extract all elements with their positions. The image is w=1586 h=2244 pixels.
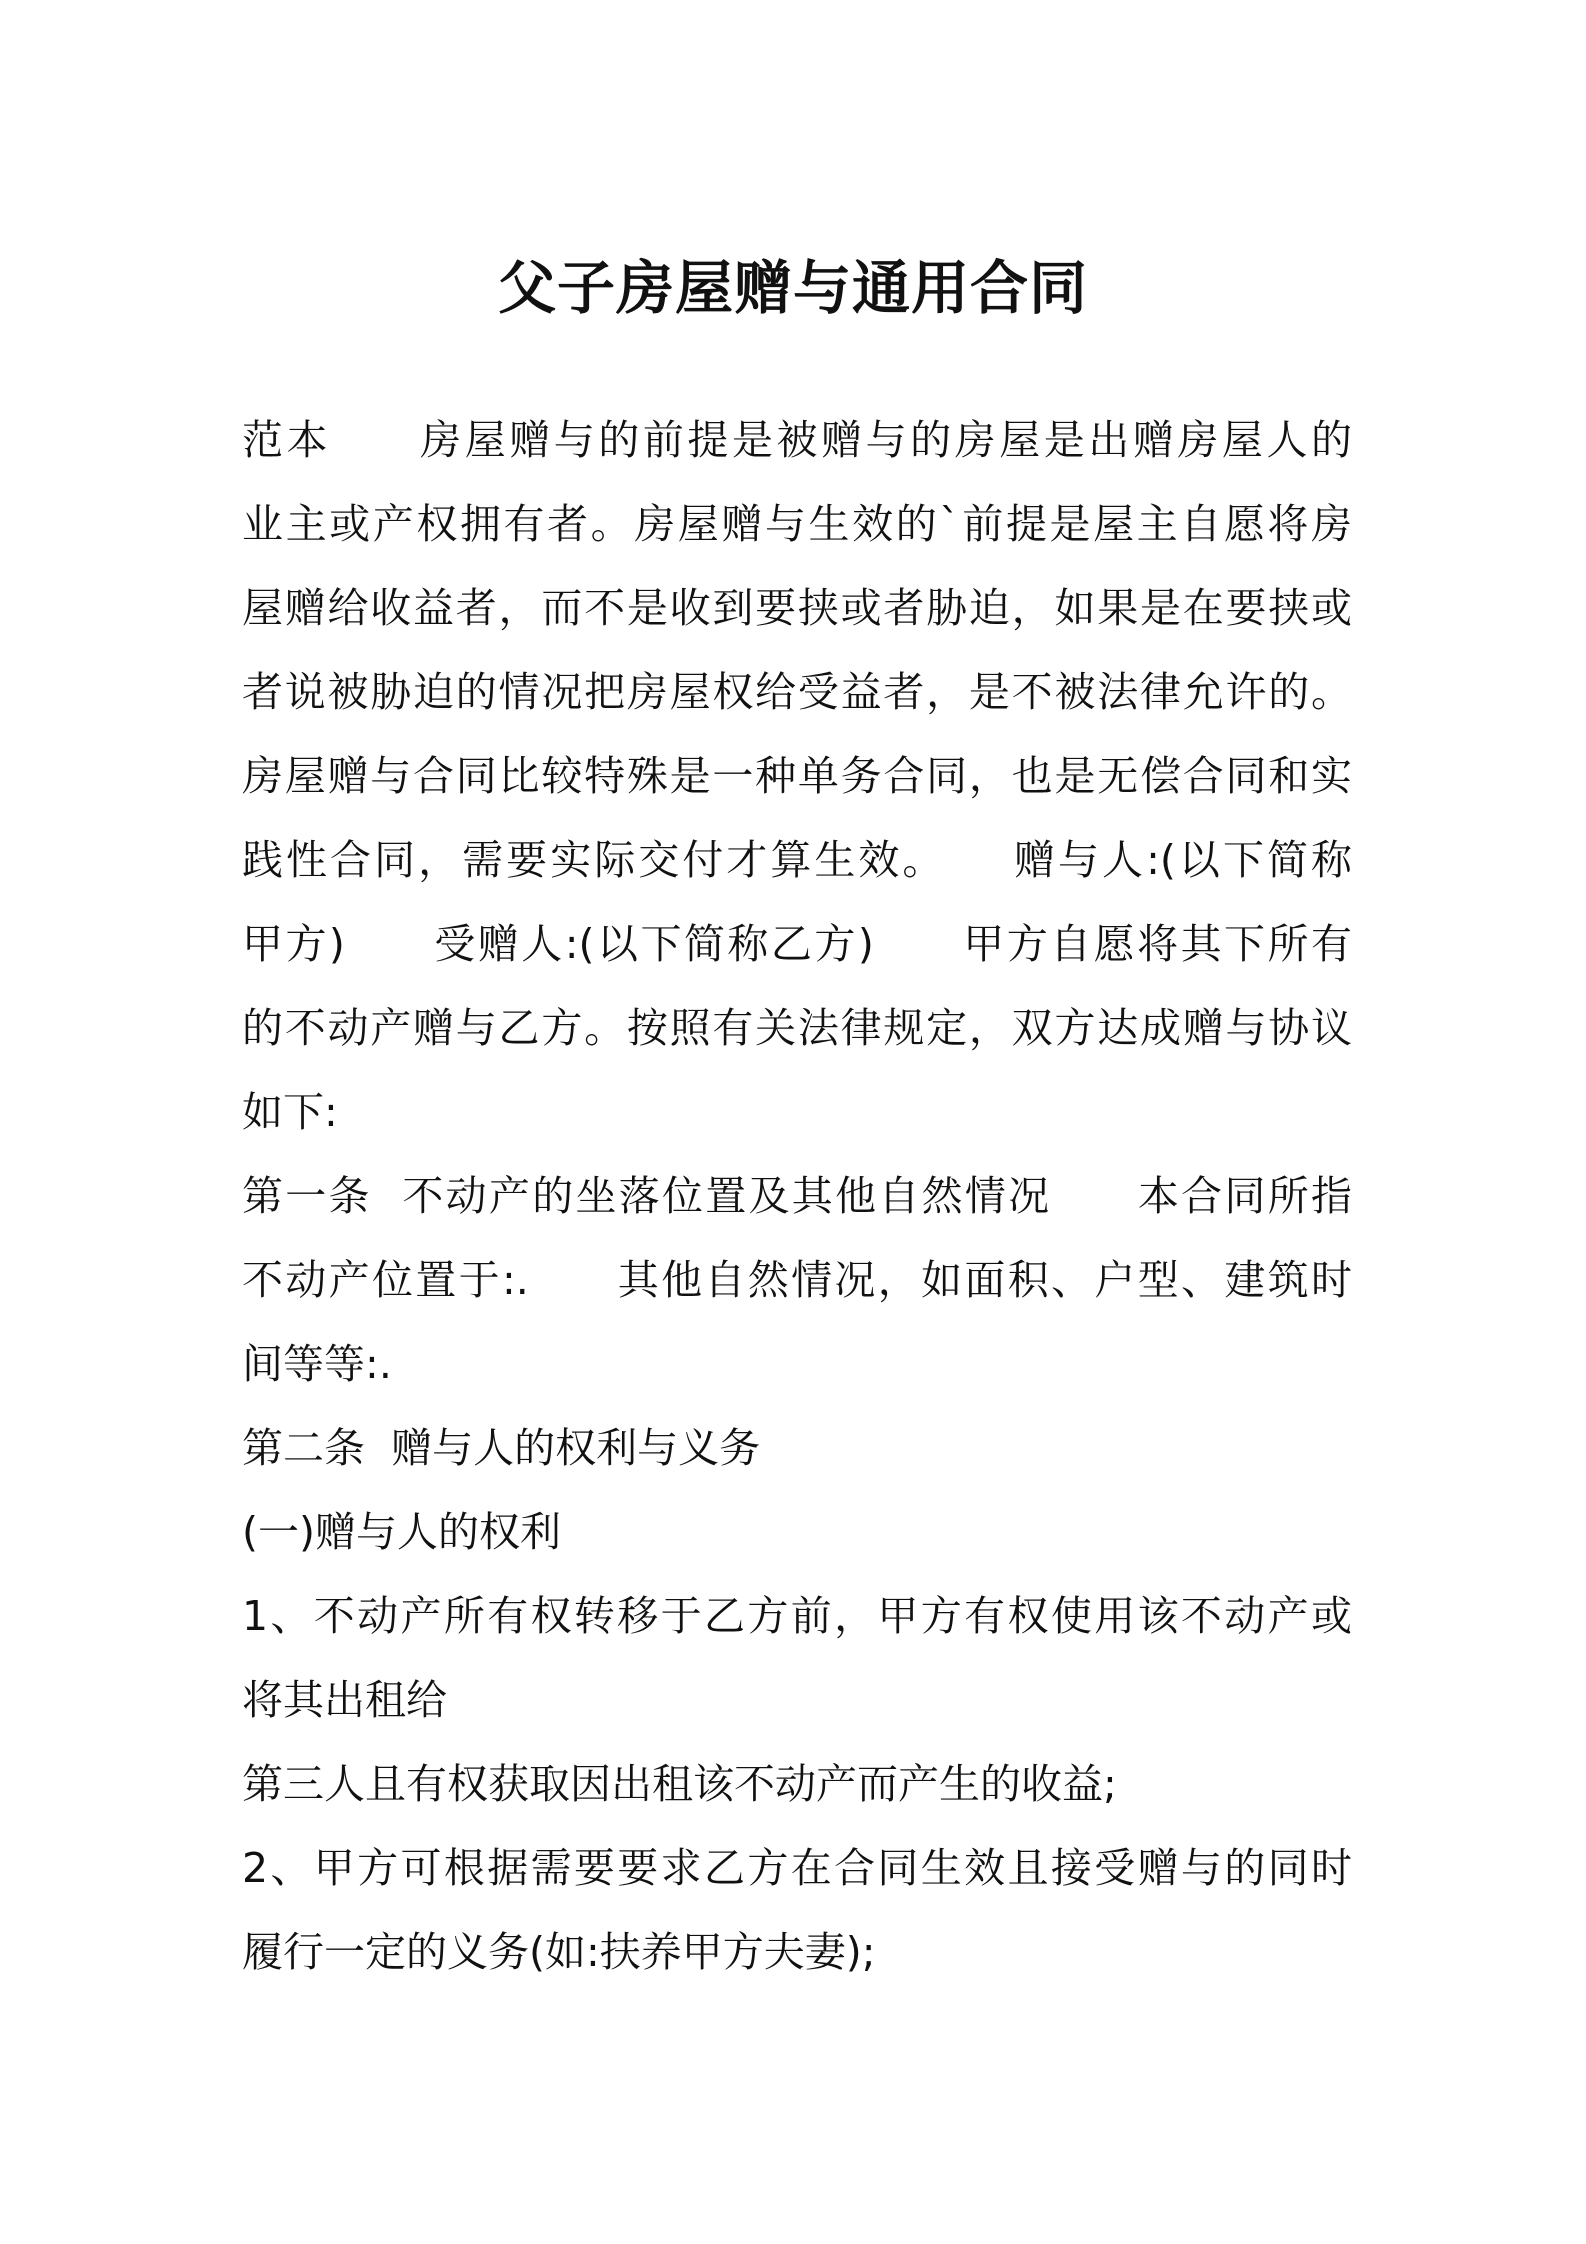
body-line: (一)赠与人的权利 — [242, 1508, 561, 1556]
body-line: 1、不动产所有权转移于乙方前，甲方有权使用该不动产或 — [242, 1592, 1352, 1640]
body-line: 第一条 不动产的坐落位置及其他自然情况 本合同所指 — [242, 1172, 1352, 1220]
body-line: 范本 房屋赠与的前提是被赠与的房屋是出赠房屋人的 — [242, 416, 1352, 464]
body-line: 不动产位置于:. 其他自然情况，如面积、户型、建筑时 — [242, 1256, 1352, 1304]
document-title: 父子房屋赠与通用合同 — [497, 254, 1088, 322]
body-line: 践性合同，需要实际交付才算生效。 赠与人:(以下简称 — [242, 836, 1352, 884]
body-line: 业主或产权拥有者。房屋赠与生效的`前提是屋主自愿将房 — [242, 500, 1352, 548]
body-line: 将其出租给 — [242, 1676, 447, 1724]
body-line: 甲方) 受赠人:(以下简称乙方) 甲方自愿将其下所有 — [242, 920, 1352, 968]
body-line: 第三人且有权获取因出租该不动产而产生的收益; — [242, 1760, 1117, 1808]
document-body — [242, 398, 1352, 1994]
body-line: 屋赠给收益者，而不是收到要挟或者胁迫，如果是在要挟或 — [242, 584, 1352, 632]
body-line: 2、甲方可根据需要要求乙方在合同生效且接受赠与的同时 — [242, 1844, 1352, 1892]
body-line: 履行一定的义务(如:扶养甲方夫妻); — [242, 1928, 876, 1976]
body-line: 如下: — [242, 1088, 338, 1136]
body-line: 的不动产赠与乙方。按照有关法律规定，双方达成赠与协议 — [242, 1004, 1352, 1052]
body-line: 者说被胁迫的情况把房屋权给受益者，是不被法律允许的。 — [242, 668, 1352, 716]
body-line: 房屋赠与合同比较特殊是一种单务合同，也是无偿合同和实 — [242, 752, 1352, 800]
body-line: 第二条 赠与人的权利与义务 — [242, 1424, 761, 1472]
body-line: 间等等:. — [242, 1340, 392, 1388]
